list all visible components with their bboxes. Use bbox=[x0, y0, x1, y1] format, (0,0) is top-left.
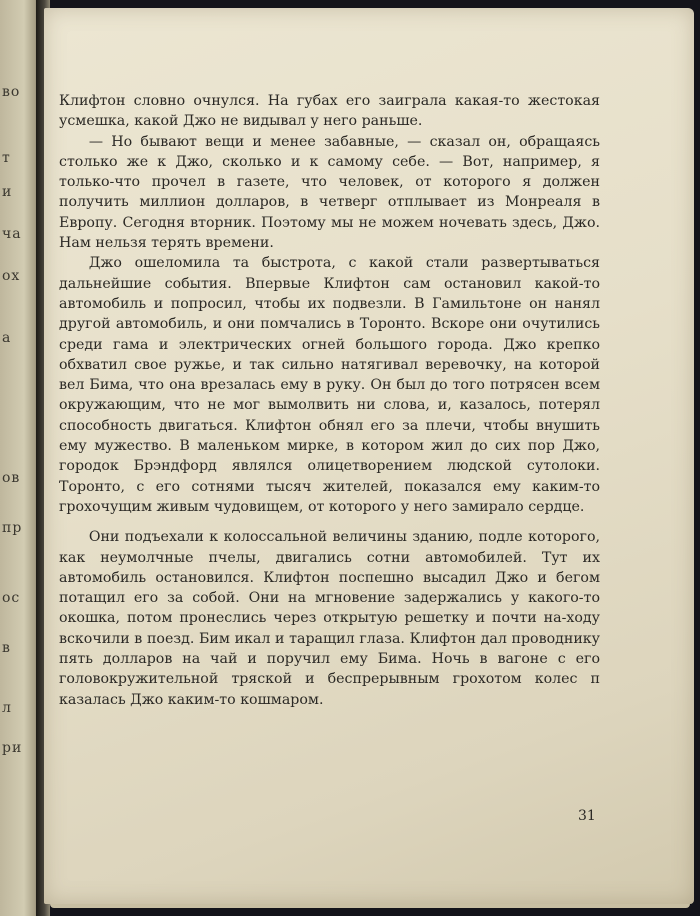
previous-page-fragment: л bbox=[2, 700, 12, 716]
paragraph: Клифтон словно очнулся. На губах его заиграла какая-то жестокая усмешка, какой Джо не видывал у него раньше. bbox=[59, 93, 600, 130]
previous-page-fragment: во bbox=[2, 84, 21, 100]
page-body-text bbox=[59, 91, 600, 710]
previous-page-fragment: т bbox=[2, 150, 11, 166]
paragraph: — Но бывают вещи и менее забавные, — сказал он, обращаясь столько же к Джо, сколько и к самому себе. — Вот, например, я только-что прочел в газете, что человек, от которого я должен получить миллион долларов, в четверг отплывает из Монреаля в Европу. Сегодня вторник. Поэтому мы не можем ночевать здесь, Джо. Нам нельзя терять времени. bbox=[59, 133, 600, 252]
previous-page-fragment: ри bbox=[2, 740, 23, 756]
previous-page-fragment: ос bbox=[2, 590, 21, 606]
previous-page-fragment: и bbox=[2, 184, 13, 200]
previous-page-edge bbox=[0, 0, 40, 916]
previous-page-fragment: а bbox=[2, 330, 12, 346]
previous-page-fragment: пр bbox=[2, 520, 23, 536]
paragraph: Джо ошеломила та быстрота, с какой стали развертываться дальнейшие события. Впервые Клифтон сам остановил какой-то автомобиль и попросил, чтобы их подвезли. В Гамильтоне он нанял другой автомобиль, и они помчались в Торонто. Вскоре они очутились среди гама и электрических огней большого города. Джо крепко обхватил свое ружье, и так сильно натягивал веревочку, на которой вел Бима, что она врезалась ему в руку. Он был до того потрясен всем окружающим, что не мог вымолвить ни слова, и, казалось, потерял способность двигаться. Клифтон обнял его за плечи, чтобы внушить ему мужество. В маленьком мирке, в котором жил до сих пор Джо, городок Брэндфорд являлся олицетворением людской сутолоки. Торонто, с его сотнями тысяч жителей, показался ему каким-то грохочущим живым чудовищем, от которого у него замирало сердце. bbox=[59, 255, 600, 515]
previous-page-fragment: ча bbox=[2, 226, 22, 242]
previous-page-fragment: ов bbox=[2, 470, 21, 486]
page-number: 31 bbox=[578, 808, 596, 824]
previous-page-fragment: в bbox=[2, 640, 11, 656]
paragraph: Они подъехали к колоссальной величины зданию, подле которого, как неумолчные пчелы, двигались сотни автомобилей. Тут их автомобиль остановился. Клифтон поспешно высадил Джо и бегом потащил его за собой. Они на мгновение задержались у какого-то окошка, потом пронеслись через открытую решетку и почти на-ходу вскочили в поезд. Бим икал и таращил глаза. Клифтон дал проводнику пять долларов на чай и поручил ему Бима. Ночь в вагоне с его головокружительной тряской и беспрерывным грохотом колес п казалась Джо каким-то кошмаром. bbox=[59, 529, 600, 708]
previous-page-fragment: ох bbox=[2, 268, 21, 284]
